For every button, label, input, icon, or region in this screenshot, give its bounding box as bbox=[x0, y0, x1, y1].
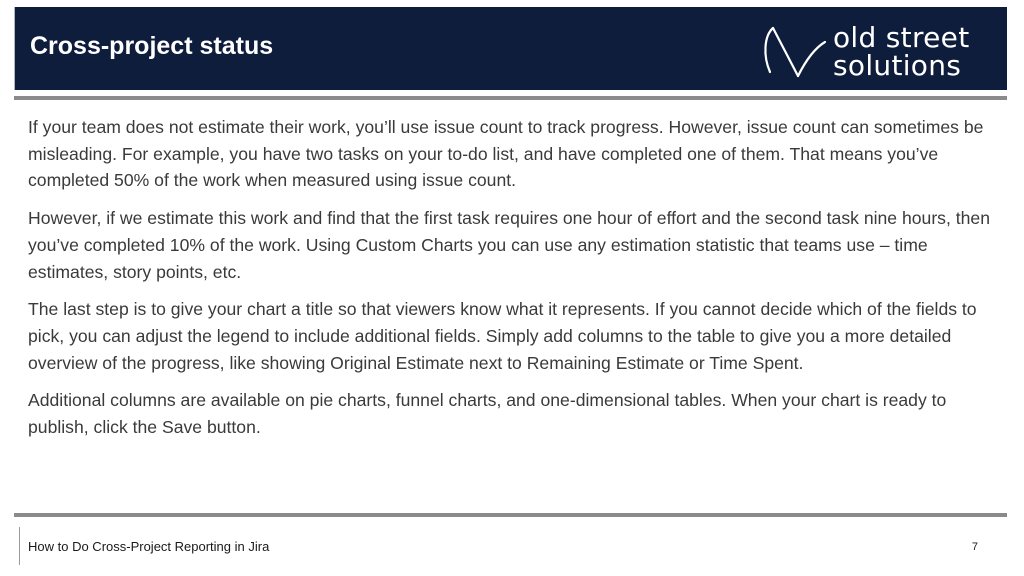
body-paragraph-2: However, if we estimate this work and find that the first task requires one hour of effort and the second task nine hours, then you’ve completed 10% of the work. Using Custom Charts you can use any estimation statistic that teams use – time estimates, story points, etc. bbox=[28, 208, 990, 282]
logo-line-1: old street bbox=[833, 21, 970, 54]
slide-body bbox=[28, 114, 1000, 452]
footer-accent-line bbox=[19, 527, 20, 565]
body-paragraph-3: The last step is to give your chart a title so that viewers know what it represents. If you cannot decide which of the fields to pick, you can adjust the legend to include additional fields. Simply add columns to the table to give you a more detailed overview of the progress, like showing Original Estimate next to Remaining Estimate or Time Spent. bbox=[28, 299, 977, 373]
footer-divider bbox=[14, 513, 1007, 517]
body-paragraph-4: Additional columns are available on pie charts, funnel charts, and one-dimensional tables. When your chart is ready to publish, click the Save button. bbox=[28, 390, 947, 438]
slide-title: Cross-project status bbox=[30, 32, 274, 60]
logo-line-2: solutions bbox=[833, 49, 962, 82]
footer-title: How to Do Cross-Project Reporting in Jira bbox=[28, 539, 270, 554]
header-divider bbox=[14, 96, 1007, 100]
body-paragraph-1: If your team does not estimate their work, you’ll use issue count to track progress. However, issue count can sometimes be misleading. For example, you have two tasks on your to-do list, and have completed one of them. That means you’ve completed 50% of the work when measured using issue count. bbox=[28, 117, 984, 191]
slide-header bbox=[14, 7, 1007, 90]
old-street-solutions-logo-mark-icon bbox=[761, 22, 827, 84]
page-number: 7 bbox=[971, 541, 978, 553]
logo-wordmark bbox=[833, 22, 969, 80]
company-logo bbox=[761, 22, 1001, 84]
